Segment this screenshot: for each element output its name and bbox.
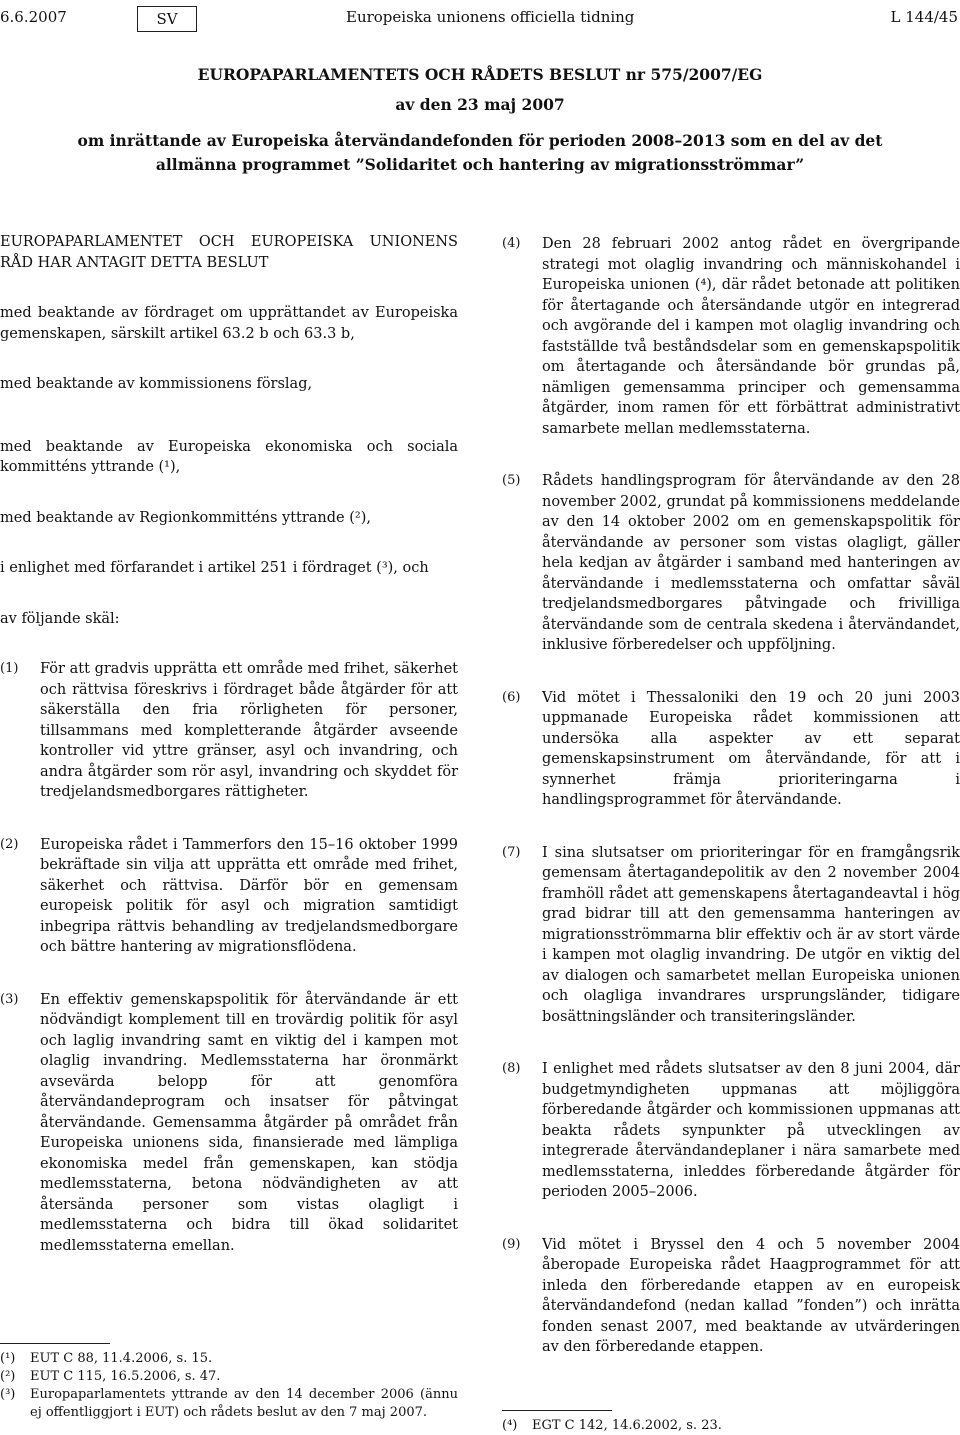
preamble-procedure: i enlighet med förfarandet i artikel 251 i fördraget (³), och (0, 560, 429, 576)
document-date: av den 23 maj 2007 (395, 95, 565, 114)
recital-7 (502, 843, 960, 1028)
footnote-2 (0, 1368, 458, 1386)
document-title: EUROPAPARLAMENTETS OCH RÅDETS BESLUT nr 575/2007/EG (197, 65, 763, 84)
recital-number: (9) (502, 1236, 521, 1252)
publication-date: 6.6.2007 (0, 8, 67, 26)
footnote-number: (²) (0, 1369, 16, 1384)
recital-6 (502, 688, 960, 811)
footnote-text: Europaparlamentets yttrande av den 14 december 2006 (ännu ej offentliggjort i EUT) och rådets beslut av den 7 maj 2007. (30, 1387, 458, 1420)
preamble-recitals-intro: av följande skäl: (0, 610, 120, 627)
left-column (0, 232, 458, 1288)
recital-text: Europeiska rådet i Tammerfors den 15–16 oktober 1999 bekräftade sin vilja att upprätta ett område med frihet, säkerhet och rättvisa. Därför bör en gemensam europeisk politik för asyl och migration samtidigt inbegripa rättvis behandling av tredjelandsmedborgare och bättre hantering av migrationsflödena. (40, 836, 458, 955)
footnote-number: (⁴) (502, 1418, 518, 1433)
footnote-1 (0, 1350, 458, 1368)
recital-number: (1) (0, 661, 19, 676)
recital-text: Rådets handlingsprogram för återvändande av den 28 november 2002, grundat på kommissionens meddelande av den 14 oktober 2002 om en gemenskapspolitik för återvändande av personer som vistas olagligt, gäller hela kedjan av åtgärder i samband med hanteringen av återvändande i medlemsstaterna och omfattar såväl tredjelandsmedborgares påtvingade och frivilliga återvändande som de centrala skedena i återvändandet, inklusive förberedelser och uppföljning. (542, 473, 960, 653)
recital-1 (0, 659, 458, 803)
recital-number: (4) (502, 236, 521, 251)
footnote-text: EGT C 142, 14.6.2002, s. 23. (532, 1418, 722, 1433)
page-reference: L 144/45 (890, 8, 958, 26)
recital-5 (502, 471, 960, 656)
footnote-4 (502, 1417, 722, 1435)
preamble-treaty: med beaktande av fördraget om upprättandet av Europeiska gemenskapen, särskilt artikel 63.2 b och 63.3 b, (0, 305, 458, 342)
document-subject-line1: om inrättande av Europeiska återvändandefonden för perioden 2008–2013 som en del av det (77, 131, 883, 150)
recital-text: För att gradvis upprätta ett område med frihet, säkerhet och rättvisa föreskrivs i fördraget både åtgärder för att säkerställa den fria rörligheten för personer, tillsammans med kompletterande åtgärder avseende kontroller vid yttre gränser, asyl och invandring, och andra åtgärder som rör asyl, invandring och skyddet för tredjelandsmedborgares rättigheter. (40, 661, 458, 800)
recital-3 (0, 990, 458, 1257)
right-column (502, 234, 960, 1390)
recital-text: I enlighet med rådets slutsatser av den 8 juni 2004, där budgetmyndigheten uppmanas att möjliggöra förberedande åtgärder och kommissionen uppmanas att beakta rådets synpunkter på utvecklingen av integrerade återvändandeplaner i nära samarbete med medlemsstaterna, inleddes förberedande åtgärder för perioden 2005–2006. (542, 1061, 960, 1200)
language-code: SV (137, 6, 197, 32)
recital-text: Den 28 februari 2002 antog rådet en övergripande strategi mot olaglig invandring och människohandel i Europeiska unionen (⁴), där rådet betonade att politiken för återtagande och återsändande utgör en integrerad och avgörande del i kampen mot olaglig invandring och fastställde två beståndsdelar som en gemenskapspolitik om återtagande och återsändande bör grundas på, nämligen gemensamma principer och gemensamma åtgärder, inom ramen för ett förbättrat administrativt samarbete mellan medlemsstaterna. (542, 236, 960, 437)
recital-text: En effektiv gemenskapspolitik för återvändande är ett nödvändigt komplement till en trovärdig politik för asyl och laglig invandring samt en viktig del i kampen mot olaglig invandring. Medlemsstaterna har öronmärkt avsevärda belopp för att genomföra återvändandeprogram och insatser för påtvingat återvändande. Gemensamma åtgärder på området från Europeiska unionens sida, finansierade med lämpliga ekonomiska medel från gemenskapen, kan stödja medlemsstaterna, betona nödvändigheten av att återsända personer som vistas olagligt i medlemsstaterna och bidra till ökad solidaritet medlemsstaterna emellan. (40, 991, 458, 1254)
recital-2 (0, 835, 458, 958)
preamble-commission: med beaktande av kommissionens förslag, (0, 376, 313, 392)
recital-text: I sina slutsatser om prioriteringar för en framgångsrik gemensam återtagandepolitik av den 2 november 2004 framhöll rådet att gemenskapens återtagandeavtal i hög grad bidrar till att den gemensamma hanteringen av migrationsströmmarna blir effektiv och är av stort värde i kampen mot olaglig invandring. De utgör en viktig del av dialogen och samarbetet mellan Europeiska unionen och olagliga invandrares ursprungsländer, tidigare bosättningsländer och transiteringsländer. (542, 844, 960, 1025)
preamble-esc: med beaktande av Europeiska ekonomiska och sociala kommitténs yttrande (¹), (0, 438, 458, 475)
footnote-divider (0, 1343, 110, 1344)
recital-8 (502, 1059, 960, 1203)
recital-text: Vid mötet i Thessaloniki den 19 och 20 juni 2003 uppmanade Europeiska rådet kommissionen att undersöka alla aspekter av ett separat gemenskapsinstrument om återvändande, för att i synnerhet främja prioriteringarna i handlingsprogrammet för återvändande. (542, 689, 960, 808)
recital-number: (5) (502, 473, 521, 488)
footnote-number: (³) (0, 1387, 16, 1402)
page-header (0, 6, 960, 34)
footnotes (0, 1350, 458, 1422)
recital-number: (3) (0, 991, 19, 1007)
footnote-3 (0, 1386, 458, 1422)
recital-9 (502, 1235, 960, 1358)
recital-number: (7) (502, 844, 521, 860)
preamble-cor: med beaktande av Regionkommitténs yttrande (²), (0, 509, 371, 526)
recital-4 (502, 234, 960, 439)
recital-number: (8) (502, 1061, 521, 1076)
recital-number: (2) (0, 836, 19, 852)
preamble-institutions: EUROPAPARLAMENTET OCH EUROPEISKA UNIONENS RÅD HAR ANTAGIT DETTA BESLUT (0, 234, 458, 271)
recital-number: (6) (502, 689, 521, 705)
footnote-number: (¹) (0, 1351, 16, 1366)
recital-text: Vid mötet i Bryssel den 4 och 5 november 2004 åberopade Europeiska rådet Haagprogrammet för att inleda den förberedande etappen av en europeisk återvändandefond (nedan kallad ”fonden”) och inrätta fonden senast 2007, med beaktande av utvärderingen av den förberedande etappen. (542, 1236, 960, 1355)
footnote-text: EUT C 88, 11.4.2006, s. 15. (30, 1351, 213, 1366)
footnote-divider-right (502, 1410, 612, 1411)
footnote-text: EUT C 115, 16.5.2006, s. 47. (30, 1369, 221, 1384)
journal-name: Europeiska unionens officiella tidning (346, 8, 635, 26)
document-subject-line2: allmänna programmet ”Solidaritet och hantering av migrationsströmmar” (155, 155, 805, 174)
